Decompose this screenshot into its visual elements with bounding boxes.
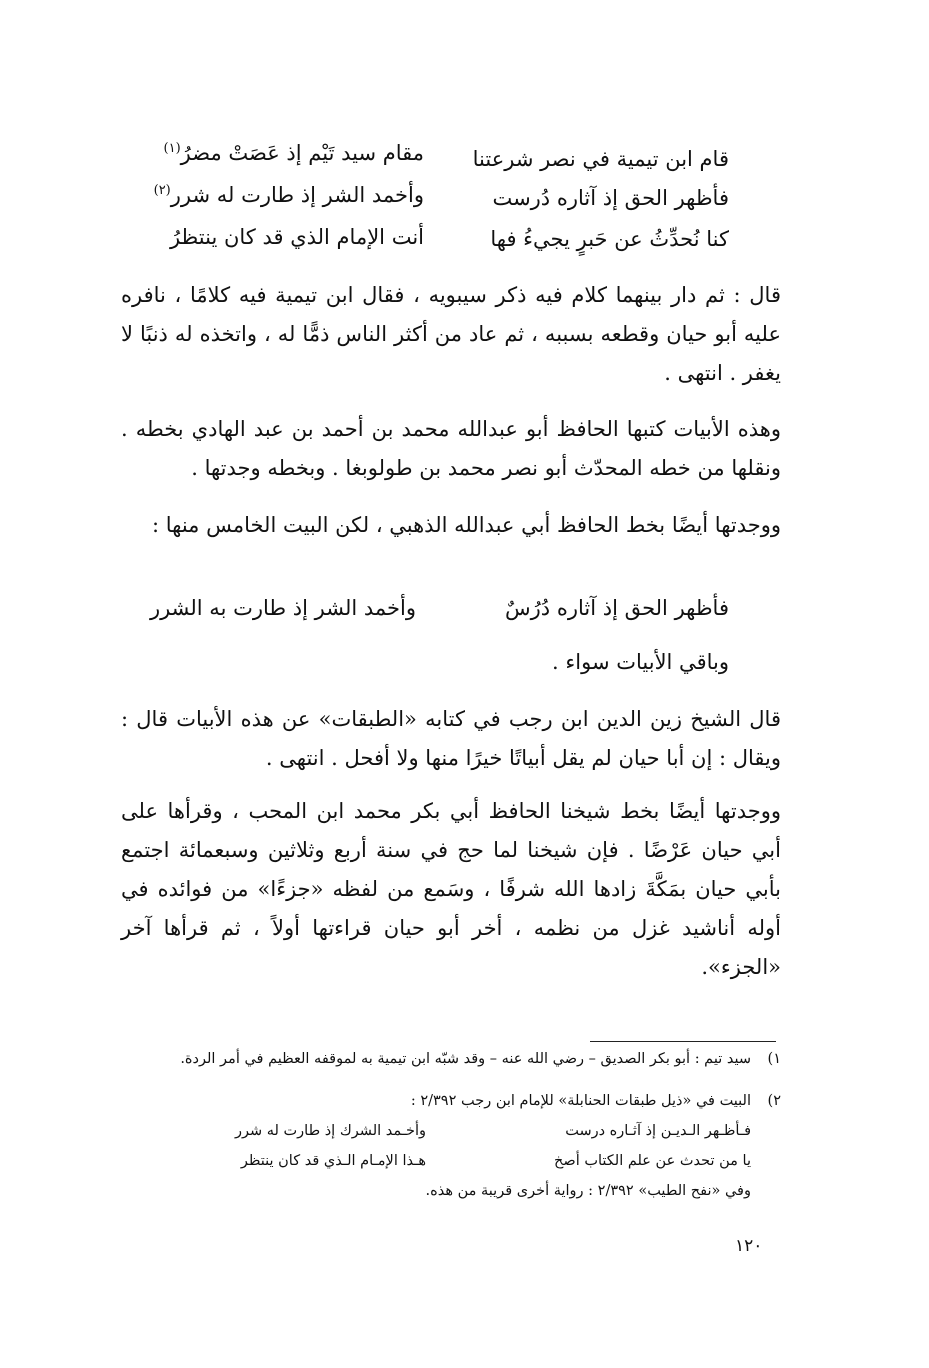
- footnote-2-verse-2-left: [241, 1154, 426, 1169]
- footnote-marker: (١): [163, 141, 181, 156]
- footnote-2-last-line: [426, 1184, 751, 1199]
- page-number: ١٢٠: [735, 1236, 763, 1256]
- paragraph-2: [121, 410, 781, 488]
- poem-hemistich: أنت الإمام الذي قد كان ينتظرُ: [169, 225, 424, 249]
- variant-verse-left: [150, 598, 416, 619]
- footnote-verse: هـذا الإمـام الـذي قد كان ينتظر: [240, 1153, 426, 1169]
- poem-line-2-right: [492, 188, 729, 209]
- footnote-number: ٢): [767, 1093, 781, 1109]
- footnote-1: [180, 1052, 781, 1067]
- paragraph-4: [121, 700, 781, 778]
- poem-line-3-right: [490, 229, 729, 250]
- footnote-2-verse-2-right: [554, 1154, 751, 1169]
- paragraph-text: قال الشيخ زين الدين ابن رجب في كتابه «الطبقات» عن هذه الأبيات قال : ويقال : إن أبا حيان لم يقل أبياتًا خيرًا منها ولا أفحل . انتهى .: [121, 707, 781, 770]
- paragraph-text: وباقي الأبيات سواء .: [552, 650, 729, 674]
- footnote-2: [411, 1094, 781, 1109]
- footnote-2-verse-1-right: [565, 1124, 751, 1139]
- footnote-verse: يا من تحدث عن علم الكتاب أصخ: [554, 1153, 751, 1169]
- footnote-text: سيد تيم : أبو بكر الصديق – رضي الله عنه – وقد شبّه ابن تيمية به لموقفه العظيم في أمر الردة.: [180, 1051, 751, 1067]
- paragraph-5: [121, 792, 781, 987]
- paragraph-text: وهذه الأبيات كتبها الحافظ أبو عبدالله محمد بن أحمد بن عبد الهادي بخطه . ونقلها من خطه المحدّث أبو نصر محمد بن طولوبغا . وبخطه وجدتها .: [121, 417, 781, 480]
- paragraph-1: [121, 276, 781, 393]
- poem-hemistich: مقام سيد تَيْم إذ عَصَتْ مضرُ: [180, 141, 424, 165]
- poem-hemistich: فأظهر الحق إذ آثاره دُرُسٌ: [505, 596, 729, 620]
- poem-hemistich: فأظهر الحق إذ آثاره دُرست: [492, 186, 729, 210]
- poem-line-2-left: [154, 184, 424, 206]
- footnote-number: ١): [767, 1051, 781, 1067]
- footnote-verse: فـأظـهر الـديـن إذ آثـاره درست: [565, 1123, 751, 1139]
- footnote-verse: وأخـمد الشرك إذ طارت له شرر: [234, 1123, 426, 1139]
- paragraph-text: ووجدتها أيضًا بخط شيخنا الحافظ أبي بكر محمد ابن المحب ، وقرأها على أبي حيان عَرْضًا . فإن شيخنا لما حج في سنة أربع وثلاثين وسبعمائة اجتمع بأبي حيان بمَكَّةَ زادها الله شرفًا ، وسَمع من لفظه «جزءًا» من فوائده في أوله أناشيد غزل من نظمه ، أخر أبو حيان قراءتها أولاً ، ثم قرأها آخر «الجزء».: [121, 799, 781, 979]
- paragraph-text: ووجدتها أيضًا بخط الحافظ أبي عبدالله الذهبي ، لكن البيت الخامس منها :: [151, 513, 781, 537]
- footnote-2-verse-1-left: [235, 1124, 426, 1139]
- paragraph-3: [121, 506, 781, 545]
- rest-of-verses-line: [552, 652, 729, 673]
- poem-line-1-right: [473, 149, 729, 170]
- footnote-marker: (٢): [153, 183, 171, 198]
- footnote-text: وفي «نفح الطيب» ٢/٣٩٢ : رواية أخرى قريبة من هذه.: [425, 1183, 751, 1199]
- paragraph-text: قال : ثم دار بينهما كلام فيه ذكر سيبويه ، فقال ابن تيمية فيه كلامًا ، نافره عليه أبو حيان وقطعه بسببه ، ثم عاد من أكثر الناس ذمًّا له ، واتخذه له ذنبًا لا يغفر . انتهى .: [121, 283, 781, 385]
- poem-hemistich: وأخمد الشر إذ طارت له شرر: [170, 183, 424, 207]
- footnote-separator: [590, 1041, 776, 1042]
- poem-hemistich: قام ابن تيمية في نصر شرعتنا: [472, 147, 729, 171]
- poem-hemistich: وأخمد الشر إذ طارت به الشرر: [149, 596, 416, 620]
- variant-verse-right: [505, 598, 729, 619]
- poem-line-3-left: [170, 227, 424, 248]
- poem-hemistich: كنا نُحدِّثُ عن حَبرٍ يجيءُ فها: [490, 227, 729, 251]
- footnote-text: البيت في «ذيل طبقات الحنابلة» للإمام ابن رجب ٢/٣٩٢ :: [410, 1093, 751, 1109]
- poem-line-1-left: [164, 142, 425, 164]
